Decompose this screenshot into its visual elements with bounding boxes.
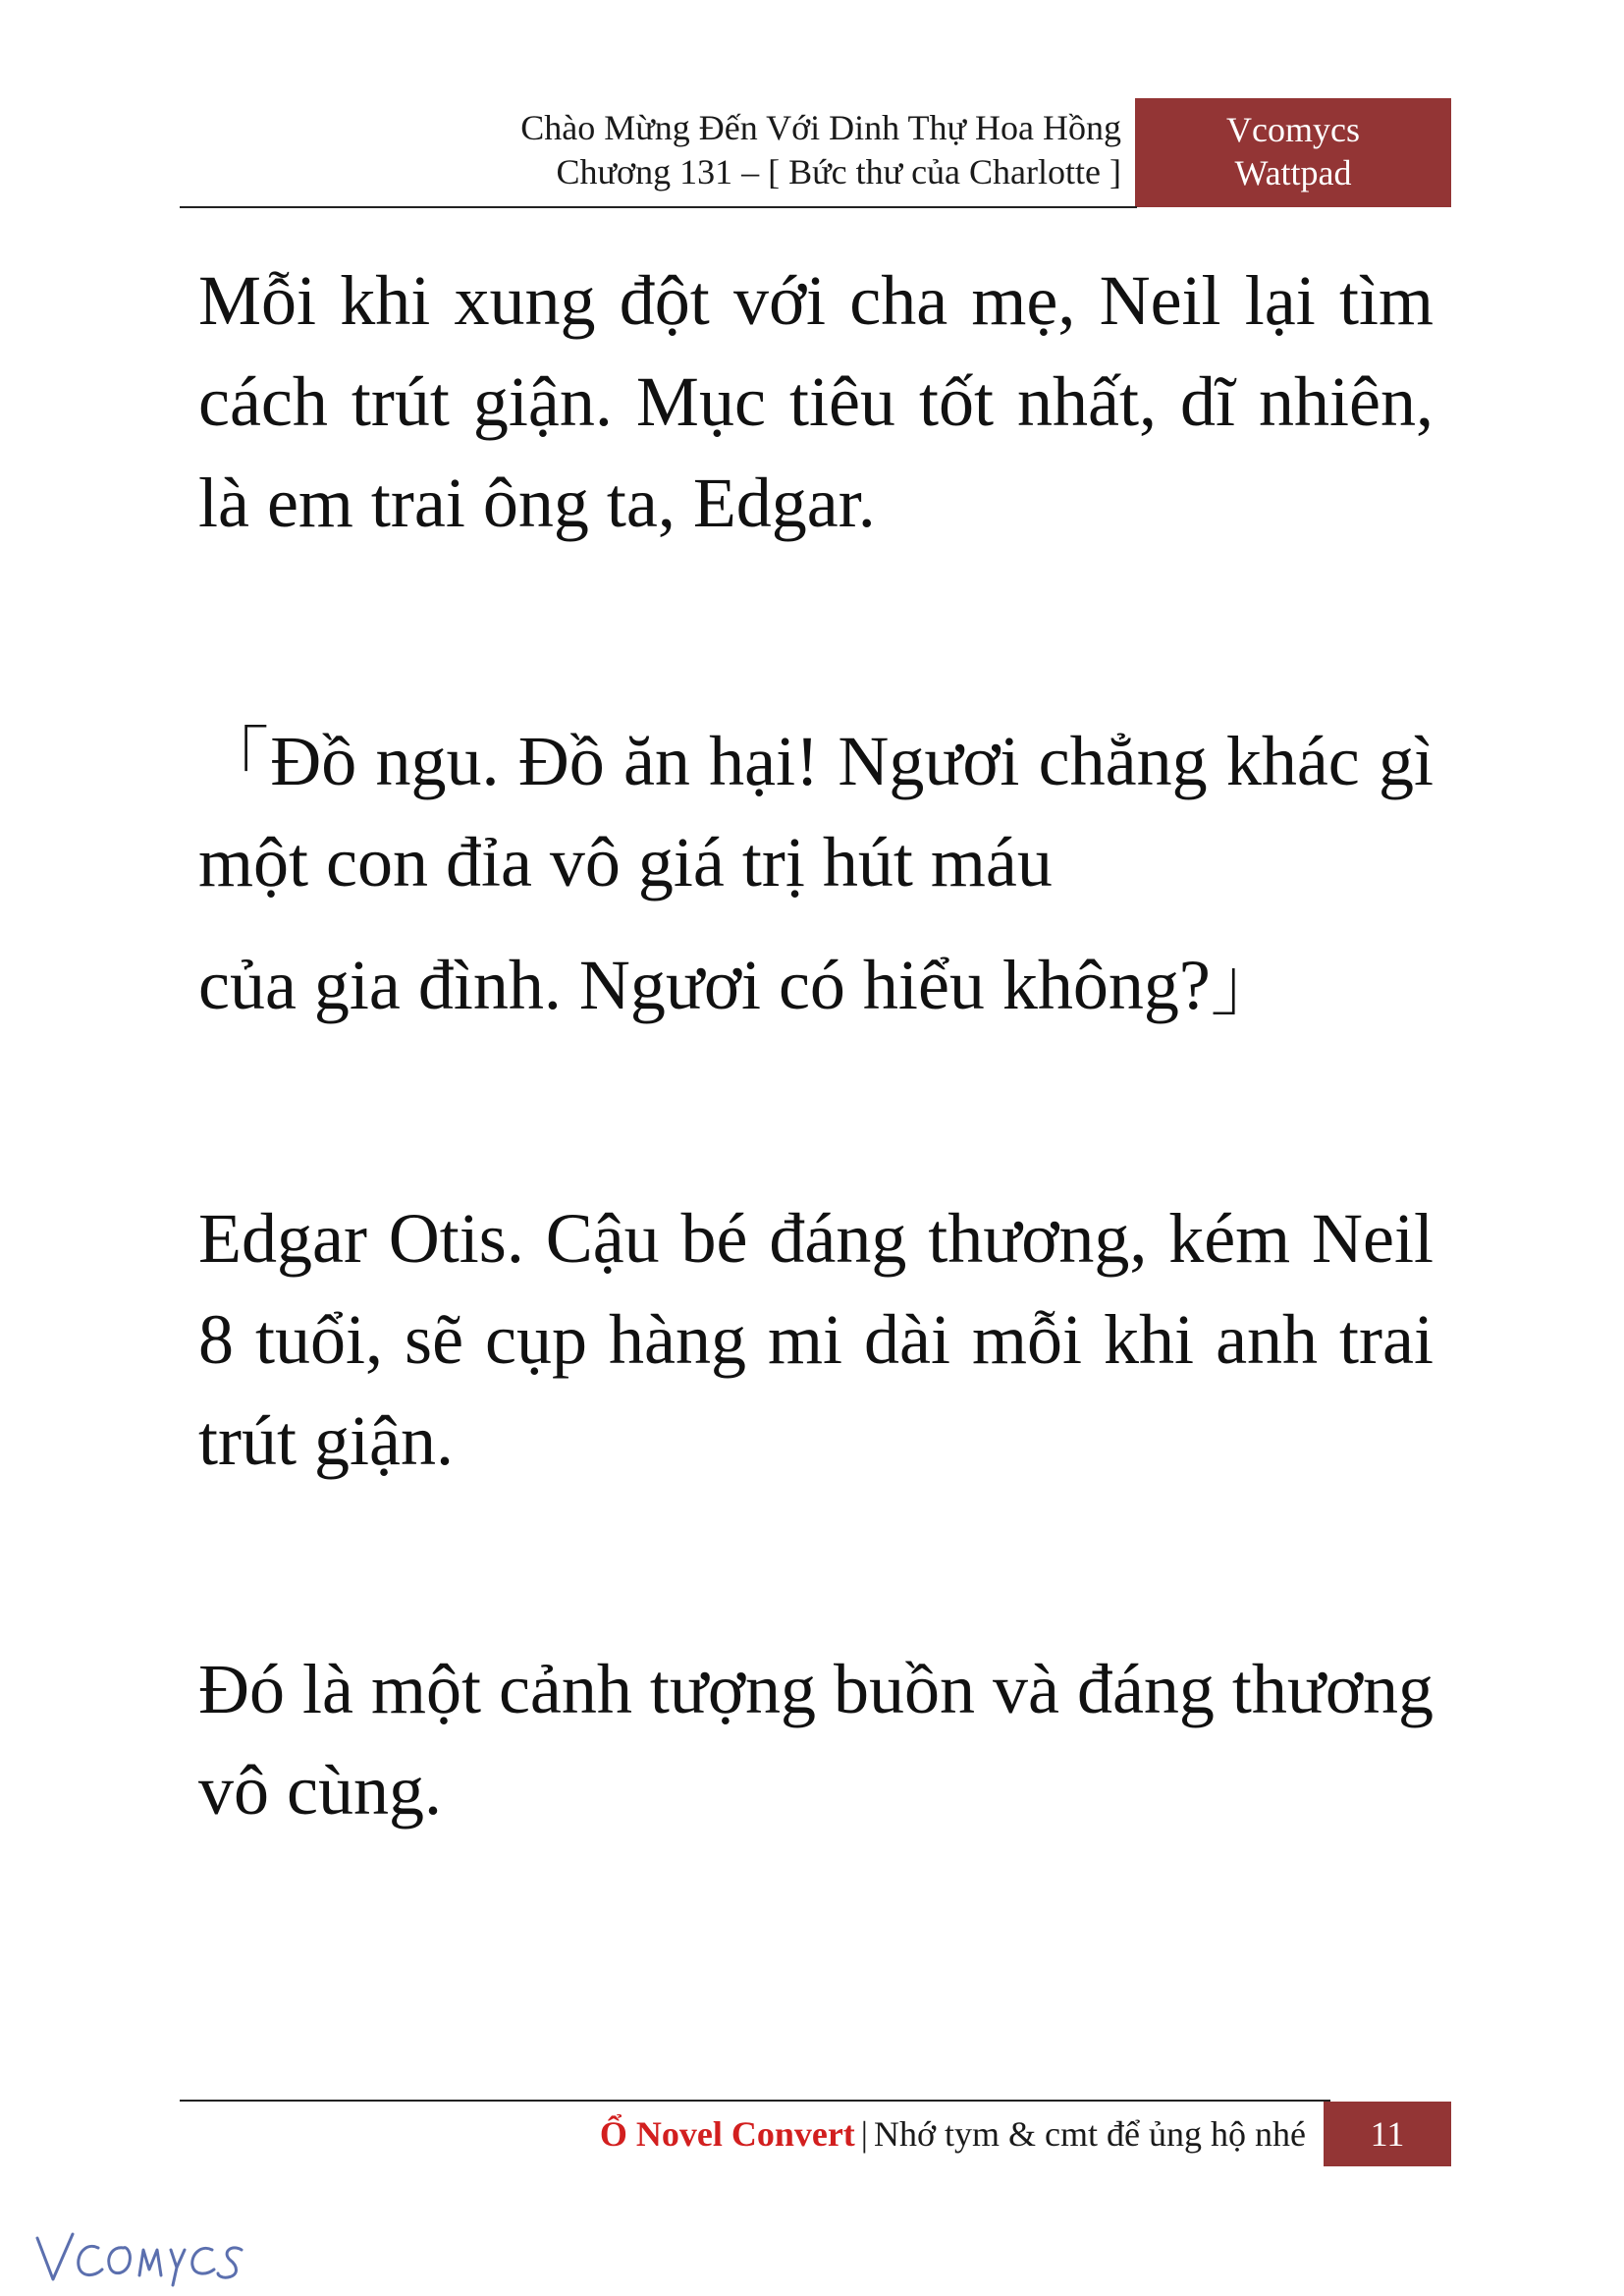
paragraph-3: Edgar Otis. Cậu bé đáng thương, kém Neil 8 tuổi, sẽ cụp hàng mi dài mỗi khi anh trai trút giận. [198, 1199, 1434, 1480]
badge-line-vcomycs: Vcomycs [1226, 110, 1360, 149]
dialogue-last-line: của gia đình. Ngươi có hiểu không?」 [198, 946, 1281, 1024]
page-footer [180, 2102, 1451, 2166]
dialogue-main: 「Đồ ngu. Đồ ăn hại! Ngươi chẳng khác gì một con đỉa vô giá trị hút máu [198, 722, 1434, 902]
source-badge [1135, 98, 1451, 207]
chapter-title: Chương 131 – [ Bức thư của Charlotte ] [556, 152, 1121, 191]
badge-line-wattpad: Wattpad [1234, 153, 1352, 192]
page-content [198, 250, 1434, 1841]
footer-separator: | [860, 2114, 869, 2154]
footer-brand: Ổ Novel Convert [599, 2114, 855, 2154]
vcomycs-logo [29, 2224, 255, 2293]
paragraph-4: Đó là một cảnh tượng buồn và đáng thương vô cùng. [198, 1650, 1434, 1830]
header-titles [520, 106, 1121, 194]
paragraph-1: Mỗi khi xung đột với cha mẹ, Neil lại tìm cách trút giận. Mục tiêu tốt nhất, dĩ nhiên, là em trai ông ta, Edgar. [198, 261, 1434, 542]
footer-text [600, 2111, 1306, 2157]
header-divider [180, 206, 1137, 208]
book-title: Chào Mừng Đến Với Dinh Thự Hoa Hồng [520, 108, 1121, 147]
footer-message: Nhớ tym & cmt để ủng hộ nhé [874, 2114, 1306, 2154]
page-header [180, 98, 1451, 207]
dialogue-paragraph [198, 711, 1434, 1036]
page-number: 11 [1324, 2102, 1451, 2166]
